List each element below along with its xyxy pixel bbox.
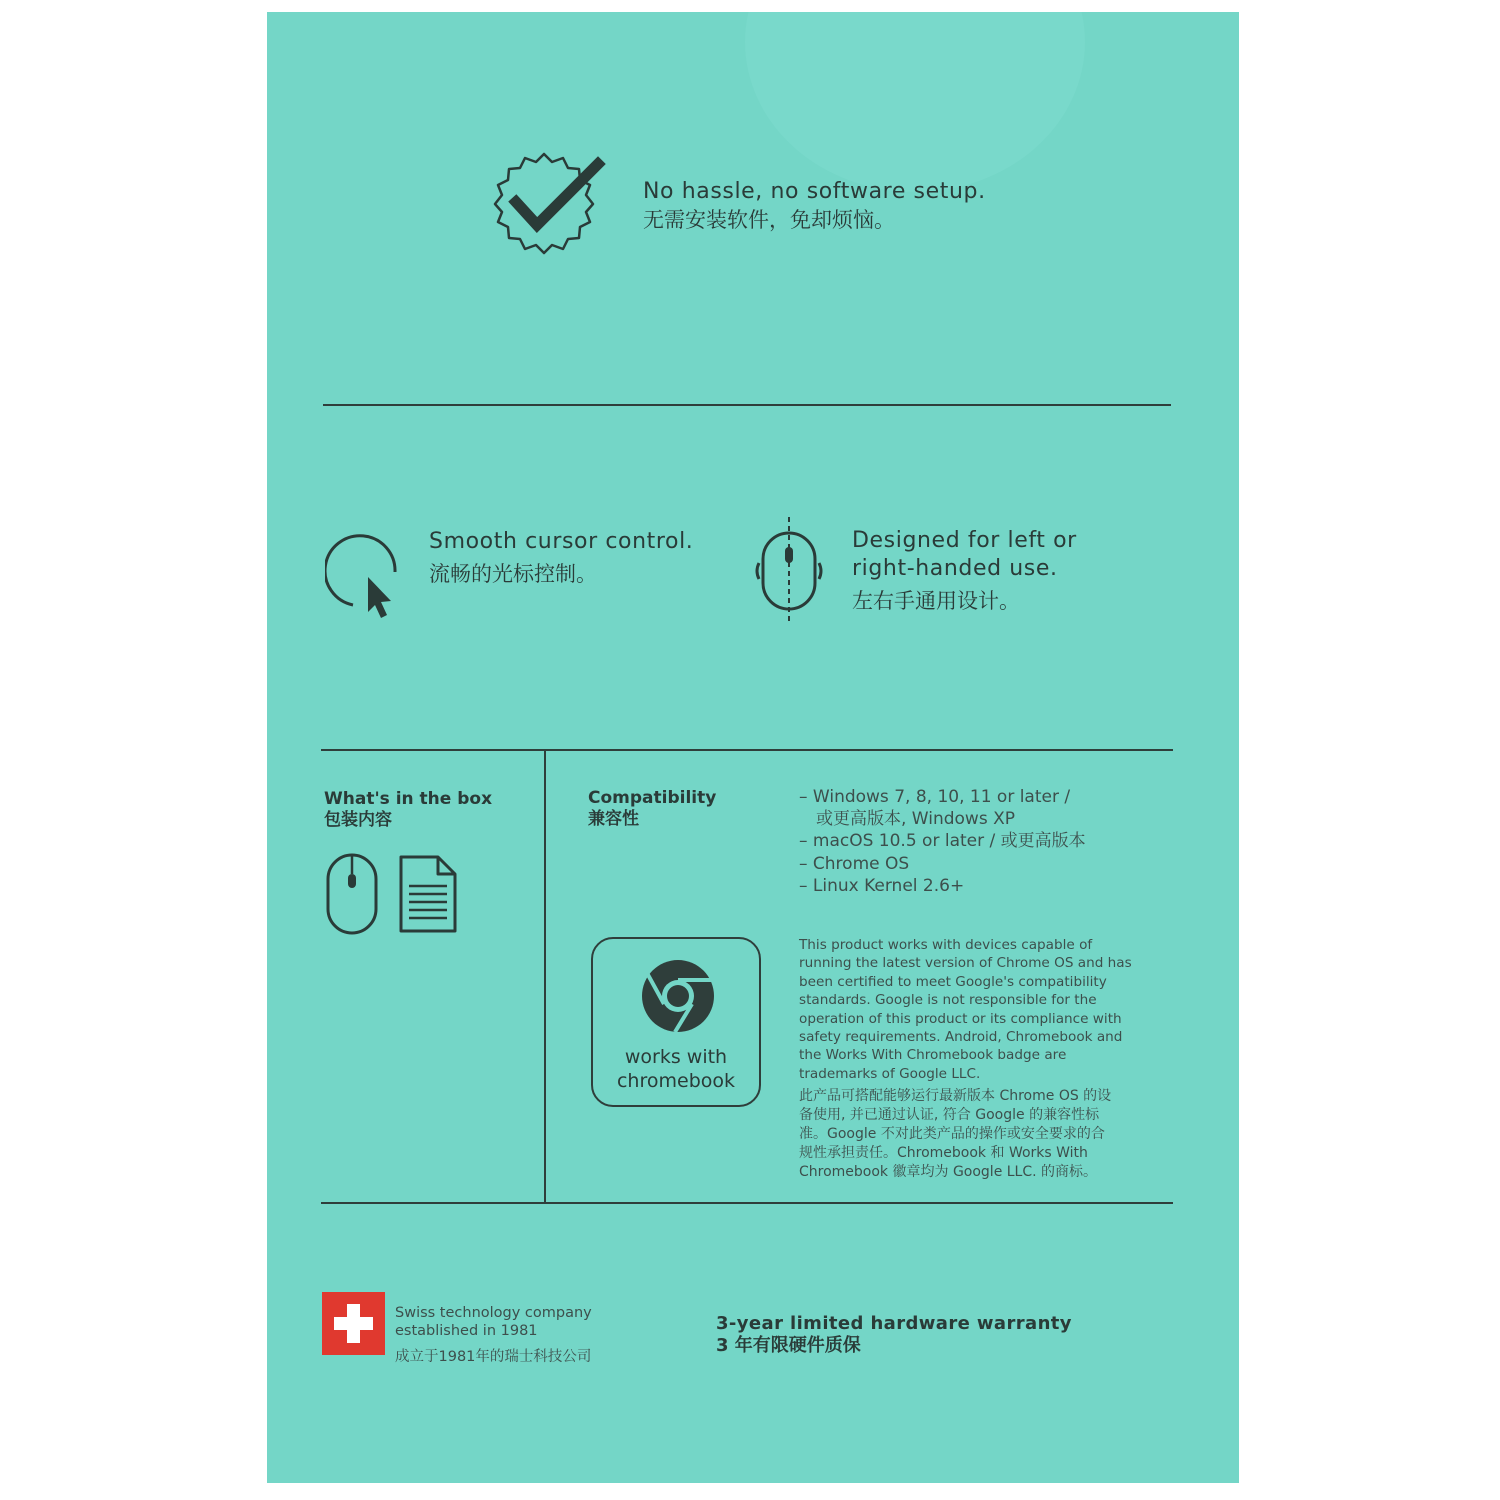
cursor-control-icon — [325, 532, 405, 632]
legal-text-zh — [799, 1087, 1169, 1182]
warranty-en: 3-year limited hardware warranty — [716, 1313, 1072, 1334]
divider-top — [323, 404, 1171, 406]
compat-item-macos: – macOS 10.5 or later / 或更高版本 — [799, 831, 1086, 851]
ambidextrous-title-en-line1: Designed for left or — [852, 528, 1077, 553]
badge-text-line1: works with — [624, 1046, 728, 1068]
legal-line: running the latest version of Chrome OS and has — [799, 955, 1132, 972]
compat-item-linux: – Linux Kernel 2.6+ — [799, 876, 965, 896]
box-light-sheen — [745, 12, 1085, 192]
smooth-cursor-title-zh: 流畅的光标控制。 — [429, 562, 597, 586]
mouse-icon — [325, 852, 381, 936]
badge-text-line2: chromebook — [616, 1070, 736, 1092]
document-icon — [398, 854, 458, 934]
swiss-company-line2: established in 1981 — [395, 1323, 538, 1339]
smooth-cursor-title-en: Smooth cursor control. — [429, 529, 694, 554]
compatibility-heading-zh: 兼容性 — [588, 809, 639, 829]
no-setup-title-en: No hassle, no software setup. — [643, 179, 986, 204]
legal-line: operation of this product or its compliance with — [799, 1010, 1122, 1027]
works-with-chromebook-badge — [591, 937, 761, 1107]
ambidextrous-mouse-icon — [755, 515, 825, 625]
swiss-cross-horizontal — [334, 1317, 373, 1330]
legal-line: This product works with devices capable of — [799, 937, 1093, 953]
badge-check-icon — [482, 150, 606, 266]
ambidextrous-title-en-line2: right-handed use. — [852, 556, 1058, 581]
legal-line-zh: 此产品可搭配能够运行最新版本 Chrome OS 的设 — [799, 1088, 1112, 1104]
no-setup-title-zh: 无需安装软件，免却烦恼。 — [643, 208, 895, 232]
warranty-zh: 3 年有限硬件质保 — [716, 1335, 861, 1356]
ambidextrous-title-zh: 左右手通用设计。 — [852, 589, 1020, 613]
legal-line-zh: Chromebook 徽章均为 Google LLC. 的商标。 — [799, 1164, 1098, 1180]
swiss-flag-icon — [322, 1292, 385, 1355]
legal-line-zh: 准。Google 不对此类产品的操作或安全要求的合 — [799, 1126, 1105, 1142]
swiss-company-line1: Swiss technology company — [395, 1305, 592, 1321]
compat-item-chromeos: – Chrome OS — [799, 854, 910, 874]
legal-line-zh: 规性承担责任。Chromebook 和 Works With — [799, 1145, 1088, 1161]
chrome-icon — [641, 959, 715, 1033]
compat-item-windows-zh: 或更高版本, Windows XP — [816, 809, 1015, 829]
legal-line: trademarks of Google LLC. — [799, 1065, 981, 1082]
box-contents-heading-zh: 包装内容 — [324, 810, 392, 830]
legal-line: standards. Google is not responsible for the — [799, 992, 1097, 1009]
legal-line-zh: 备使用, 并已通过认证, 符合 Google 的兼容性标 — [799, 1107, 1100, 1123]
legal-line: been certified to meet Google's compatibility — [799, 973, 1107, 990]
legal-text-en — [799, 936, 1169, 1083]
compat-item-windows: – Windows 7, 8, 10, 11 or later / — [799, 787, 1071, 807]
compatibility-heading-en: Compatibility — [588, 788, 717, 808]
legal-line: safety requirements. Android, Chromebook and — [799, 1029, 1123, 1046]
divider-grid-vertical — [544, 749, 546, 1204]
product-box-back — [267, 12, 1239, 1483]
swiss-company-zh: 成立于1981年的瑞士科技公司 — [395, 1349, 592, 1365]
divider-grid-bottom — [321, 1202, 1173, 1204]
legal-line: the Works With Chromebook badge are — [799, 1047, 1067, 1064]
box-contents-heading-en: What's in the box — [324, 789, 493, 809]
divider-grid-top — [321, 749, 1173, 751]
